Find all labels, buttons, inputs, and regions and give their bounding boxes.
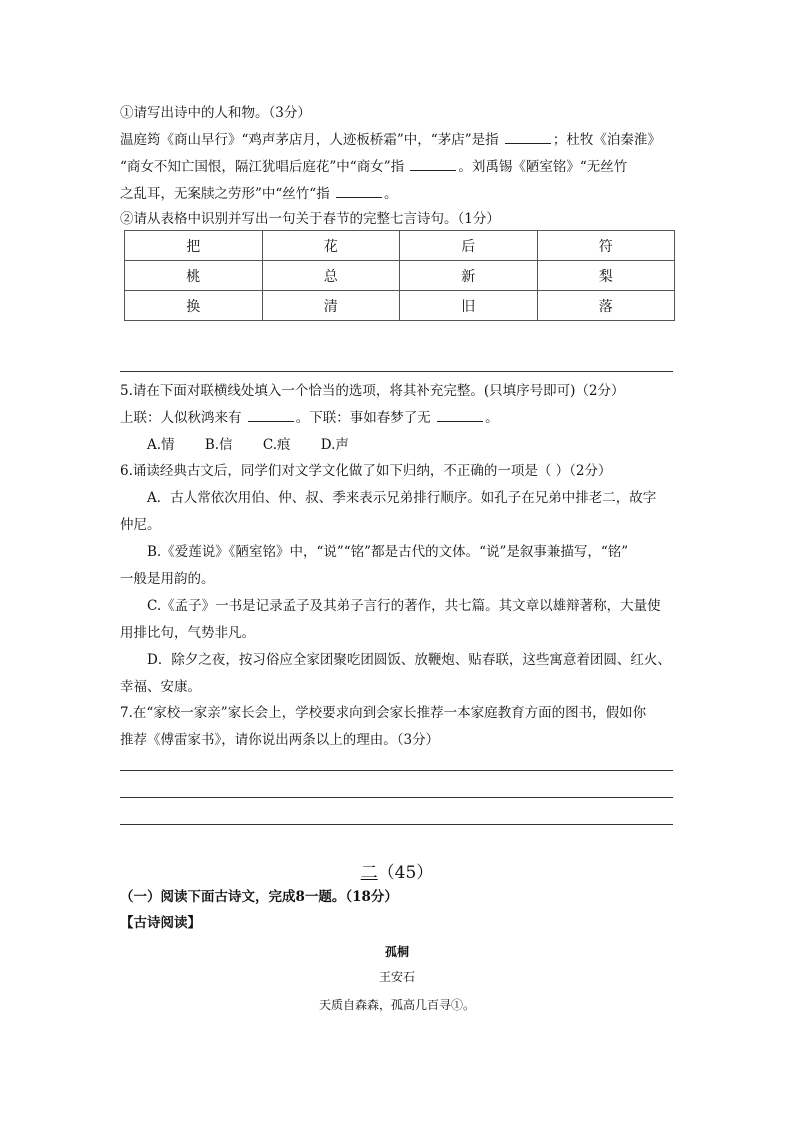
grid-cell: 新 (400, 261, 538, 291)
q4-line3 (120, 185, 680, 203)
q6-option-c-line2: 用排比句，气势非凡。 (120, 625, 255, 641)
q6-option-c-line1: C.《孟子》一书是记录孟子及其弟子言行的著作，共七篇。其文章以雄辩著称，大量使 (147, 598, 661, 614)
grid-cell: 清 (262, 291, 400, 321)
q4-part2-title: ②请从表格中识别并写出一句关于春节的完整七言诗句。（1分） (120, 211, 500, 227)
q5-lower-text: 。下联：事如春梦了无 (295, 410, 431, 426)
q5-option-d[interactable]: D.声 (320, 437, 349, 453)
q4-line1-text-a: 温庭筠《商山早行》“鸡声茅店月，人迹板桥霜”中，“茅店”是指 (120, 132, 499, 148)
grid-cell: 桃 (125, 261, 263, 291)
grid-row (125, 291, 675, 321)
q4-blank-2[interactable] (410, 158, 456, 171)
q6-option-d-line2: 幸福、安康。 (120, 679, 201, 695)
grid-row (125, 261, 675, 291)
section-2-number: 二 (360, 863, 378, 883)
q5-title: 5.请在下面对联横线处填入一个恰当的选项，将其补充完整。(只填序号即可)（2分） (120, 383, 625, 399)
grid-cell: 把 (125, 231, 263, 261)
q6-option-b-line1: B.《爱莲说》《陋室铭》中，“说”“铭”都是古代的文体。“说”是叙事兼描写，“铭” (147, 544, 629, 560)
q6-title: 6.诵读经典古文后，同学们对文学文化做了如下归纳，不正确的一项是（ ）（2分） (120, 463, 612, 479)
grid-cell: 总 (262, 261, 400, 291)
q6-option-a-line1: A．古人常依次用伯、仲、叔、季来表示兄弟排行顺序。如孔子在兄弟中排老二，故字 (147, 490, 657, 506)
q4-blank-1[interactable] (505, 131, 551, 144)
grid-cell: 落 (537, 291, 675, 321)
q7-answer-line-3[interactable] (120, 824, 673, 825)
poem-reading-label: 【古诗阅读】 (120, 915, 201, 931)
grid-cell: 花 (262, 231, 400, 261)
q5-couplet (120, 409, 680, 427)
q4-line2-text-a: “商女不知亡国恨，隔江犹唱后庭花”中“商女”指 (120, 159, 405, 175)
q5-blank-1[interactable] (248, 409, 294, 422)
q4-part1-title: ①请写出诗中的人和物。（3分） (120, 105, 311, 121)
q4-line3-text-a: 之乱耳，无案牍之劳形”中“丝竹“指 (120, 186, 330, 202)
q5-options (147, 436, 680, 454)
q5-blank-2[interactable] (437, 409, 483, 422)
poem-author: 王安石 (378, 970, 415, 984)
grid-cell: 后 (400, 231, 538, 261)
q6-option-b-line2: 一般是用韵的。 (120, 571, 215, 587)
grid-cell: 符 (537, 231, 675, 261)
poem-line-1: 天质自森森，孤高几百寻①。 (318, 998, 475, 1012)
q4-answer-line[interactable] (120, 371, 673, 372)
section-2-subtitle: （一）阅读下面古诗文，完成8一题。（18分） (120, 889, 398, 905)
q4-line1-text-b: ；杜牧《泊秦淮》 (552, 132, 661, 148)
character-grid (124, 230, 675, 321)
q7-answer-line-2[interactable] (120, 797, 673, 798)
q4-blank-3[interactable] (336, 185, 382, 198)
grid-row (125, 231, 675, 261)
q7-line2: 推荐《傅雷家书》，请你说出两条以上的理由。（3分） (120, 732, 440, 748)
q5-end: 。 (485, 410, 499, 426)
grid-cell: 换 (125, 291, 263, 321)
q7-line1: 7.在“家校一家亲”家长会上，学校要求向到会家长推荐一本家庭教育方面的图书，假如你 (120, 705, 647, 721)
q4-line3-text-b: 。 (384, 186, 398, 202)
q4-line2-text-b: 。刘禹锡《陋室铭》“无丝竹 (458, 159, 628, 175)
section-2-score: （45） (377, 863, 434, 883)
q5-option-a[interactable]: A.情 (147, 437, 175, 453)
q6-option-a-line2: 仲尼。 (120, 517, 161, 533)
q5-upper-text: 上联：人似秋鸿来有 (120, 410, 242, 426)
q6-option-d-line1: D．除夕之夜，按习俗应全家团聚吃团圆饭、放鞭炮、贴春联，这些寓意着团圆、红火、 (147, 652, 671, 668)
grid-cell: 梨 (537, 261, 675, 291)
q5-option-b[interactable]: B.信 (204, 437, 233, 453)
q5-option-c[interactable]: C.痕 (262, 437, 291, 453)
q7-answer-line-1[interactable] (120, 770, 673, 771)
poem-title: 孤桐 (384, 945, 409, 959)
section-2-heading (0, 858, 794, 883)
q4-line2 (120, 158, 680, 176)
q4-line1 (120, 131, 680, 149)
grid-cell: 旧 (400, 291, 538, 321)
